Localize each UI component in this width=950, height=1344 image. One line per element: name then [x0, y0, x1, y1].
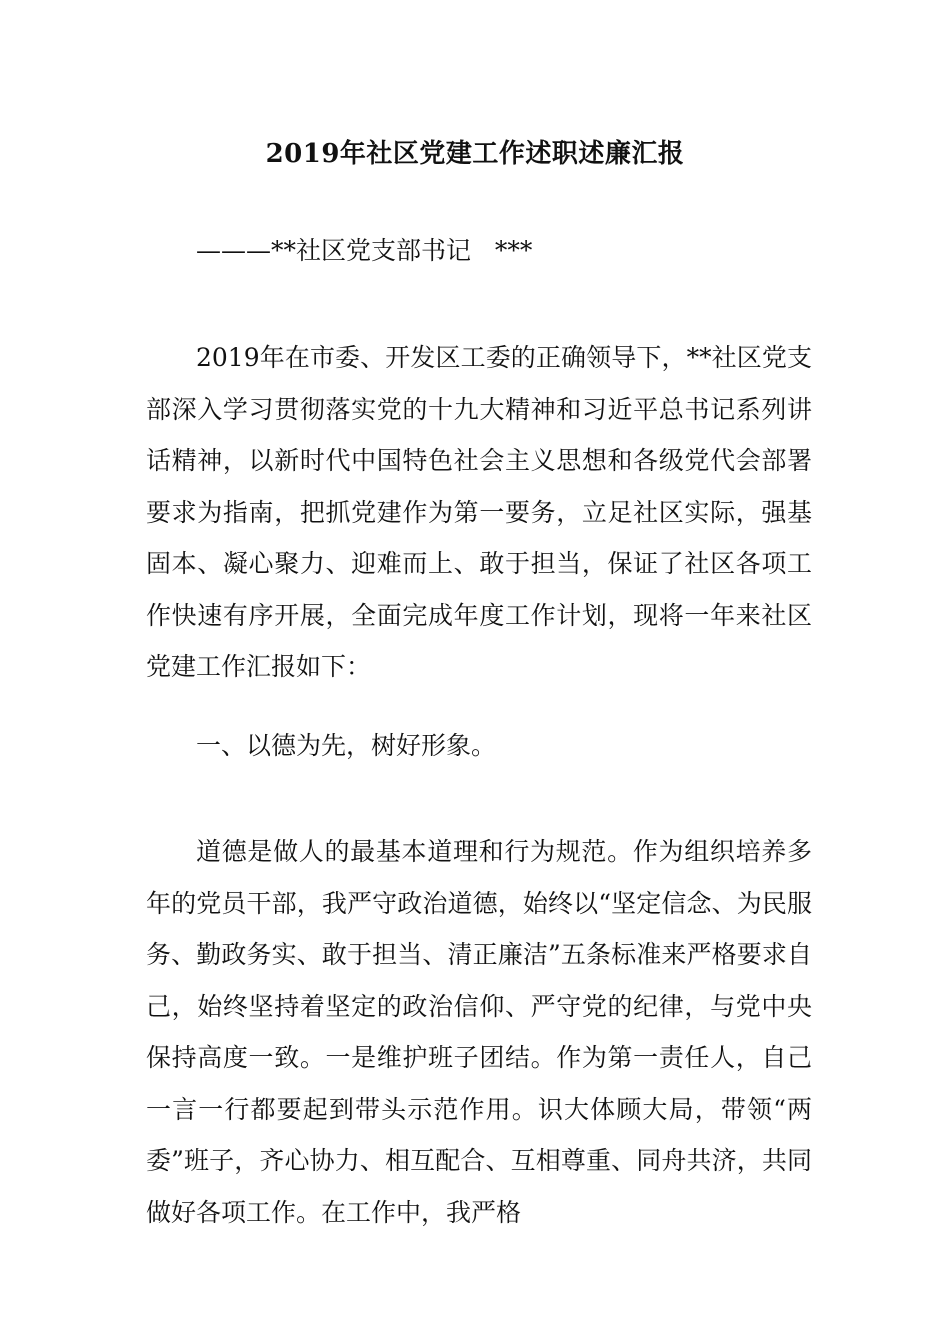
intro-paragraph: 2019年在市委、开发区工委的正确领导下，**社区党支部深入学习贯彻落实党的十九大精神和习近平总书记系列讲话精神，以新时代中国特色社会主义思想和各级党代会部署要求为指南，把抓党建作为第一要务，立足社区实际，强基固本、凝心聚力、迎难而上、敢于担当，保证了社区各项工作快速有序开展，全面完成年度工作计划，现将一年来社区党建工作汇报如下：: [146, 343, 812, 681]
document-byline: ———**社区党支部书记 ***: [196, 236, 533, 265]
document-title: 2019年社区党建工作述职述廉汇报: [265, 139, 685, 169]
body-paragraph: 道德是做人的最基本道理和行为规范。作为组织培养多年的党员干部，我严守政治道德，始终以“坚定信念、为民服务、勤政务实、敢于担当、清正廉洁”五条标准来严格要求自己，始终坚持着坚定的政治信仰、严守党的纪律，与党中央保持高度一致。一是维护班子团结。作为第一责任人，自己一言一行都要起到带头示范作用。识大体顾大局，带领“两委”班子，齐心协力、相互配合、互相尊重、同舟共济，共同做好各项工作。在工作中，我严格: [146, 837, 812, 1227]
section-heading: 一、以德为先，树好形象。: [196, 731, 497, 760]
